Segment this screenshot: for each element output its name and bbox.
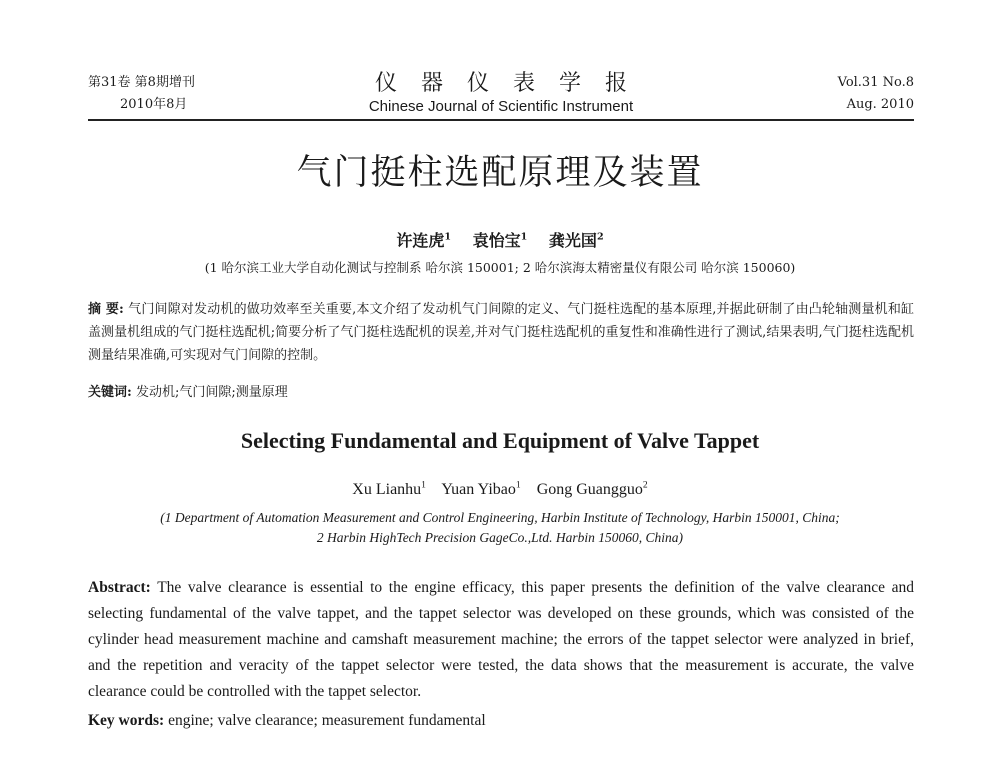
- abstract-cn-label: 摘 要:: [88, 302, 124, 317]
- abstract-cn: [88, 298, 914, 367]
- author-cn-3: 龚光国: [548, 231, 597, 250]
- volume-en: Vol.31 No.8: [837, 75, 914, 90]
- author-en-1-aff: 1: [421, 479, 426, 491]
- journal-name-cn: 仪器仪表学报: [374, 71, 651, 96]
- abstract-en: [88, 575, 914, 705]
- author-en-3: Gong Guangguo: [536, 481, 643, 498]
- abstract-en-text: The valve clearance is essential to the engine efficacy, this paper presents the definition of the valve clearance and selecting fundamental of the valve tappet, and the tappet selector was developed on these grounds, which was consisted of the cylinder head measurement machine and camshaft measurement machine; the errors of the tappet selector were analyzed in brief, and the repetition and veracity of the tappet selector were tested, the data shows that the measurement is accurate, the valve clearance could be controlled with the tappet selector.: [88, 579, 914, 700]
- volume-cn: 第31卷 第8期增刊: [88, 75, 195, 90]
- author-cn-1-aff: 1: [444, 231, 452, 243]
- keywords-cn-label: 关键词:: [88, 385, 132, 400]
- author-en-3-aff: 2: [642, 479, 648, 491]
- abstract-en-label: Abstract:: [88, 579, 151, 596]
- paper-title-cn: 气门挺柱选配原理及装置: [296, 153, 704, 193]
- date-en: Aug. 2010: [846, 97, 914, 112]
- keywords-cn: [88, 383, 914, 403]
- abstract-cn-text: 气门间隙对发动机的做功效率至关重要,本文介绍了发动机气门间隙的定义、气门挺柱选配的基本原理,并据此研制了由凸轮轴测量机和缸盖测量机组成的气门挺柱选配机;简要分析了气门挺柱选配机的误差,并对气门挺柱选配机的重复性和准确性进行了测试,结果表明,气门挺柱选配机测量结果准确,可实现对气门间隙的控制。: [88, 302, 914, 363]
- author-cn-1: 许连虎: [396, 231, 445, 250]
- affiliations-cn: (1 哈尔滨工业大学自动化测试与控制系 哈尔滨 150001; 2 哈尔滨海太精密量仪有限公司 哈尔滨 150060): [204, 260, 796, 275]
- affiliation-en-line-1: (1 Department of Automation Measurement and Control Engineering, Harbin Institute of Technology, Harbin 150001, China;: [160, 510, 840, 525]
- author-en-2: Yuan Yibao: [441, 481, 516, 498]
- keywords-en-text: engine; valve clearance; measurement fundamental: [168, 712, 486, 729]
- paper-title-en: Selecting Fundamental and Equipment of Valve Tappet: [240, 428, 760, 453]
- authors-cn: [0, 228, 1000, 251]
- header-right: [838, 72, 914, 116]
- journal-name-en: Chinese Journal of Scientific Instrument: [368, 98, 634, 115]
- authors-en: [0, 481, 1000, 499]
- keywords-en-label: Key words:: [88, 712, 165, 729]
- date-cn: 2010年8月: [120, 97, 188, 112]
- author-cn-3-aff: 2: [596, 231, 604, 243]
- header-divider: [88, 119, 914, 121]
- author-en-1: Xu Lianhu: [352, 481, 422, 498]
- keywords-en: [88, 710, 914, 732]
- author-cn-2-aff: 1: [520, 231, 528, 243]
- journal-header: [88, 72, 914, 120]
- author-cn-2: 袁怡宝: [472, 231, 521, 250]
- keywords-cn-text: 发动机;气门间隙;测量原理: [135, 385, 288, 400]
- header-center: [88, 72, 914, 118]
- affiliations-en: [0, 508, 1000, 548]
- affiliation-en-line-2: 2 Harbin HighTech Precision GageCo.,Ltd. Harbin 150060, China): [316, 530, 684, 545]
- author-en-2-aff: 1: [515, 479, 521, 491]
